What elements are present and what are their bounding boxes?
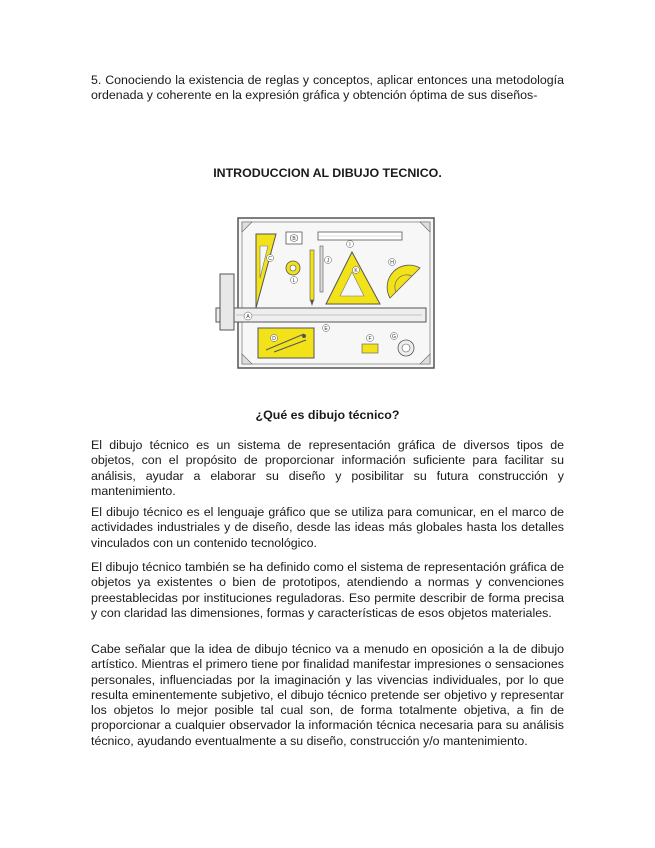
section-title: INTRODUCCION AL DIBUJO TECNICO. bbox=[213, 166, 442, 180]
pencil bbox=[310, 250, 314, 300]
compass-case bbox=[258, 328, 314, 358]
callout-d: D bbox=[272, 336, 276, 342]
question-heading: ¿Qué es dibujo técnico? bbox=[255, 408, 400, 422]
paragraph-representation: El dibujo técnico también se ha definido como el sistema de representación gráfica de objetos ya existentes o bien de prototipos, atendiendo a normas y convenciones preestablecidas por instituciones reguladoras. Eso permite describir de forma precisa y con claridad las dimensiones, formas y características de esos objetos materiales. bbox=[91, 560, 564, 620]
paragraph-artistic-contrast: Cabe señalar que la idea de dibujo técnico va a menudo en oposición a la de dibujo artístico. Mientras el primero tiene por finalidad manifestar impresiones o sensaciones personales, influenciadas por la imaginación y las vivencias individuales, por lo que resulta eminentemente subjetivo, el dibujo técnico pretende ser objetivo y representar los objetos lo mejor posible tal cual son, de forma totalmente objetiva, a fin de proporcionar a cualquier observador la información técnica necesaria para su análisis técnico, ayudando eventualmente a su diseño, construcción y/o mantenimiento. bbox=[91, 642, 564, 748]
callout-g: G bbox=[392, 334, 396, 340]
callout-b: B bbox=[292, 236, 296, 242]
callout-a: A bbox=[246, 314, 250, 320]
intro-paragraph: 5. Conociendo la existencia de reglas y conceptos, aplicar entonces una metodología ordenada y coherente en la expresión gráfica y obtención óptima de sus diseños- bbox=[91, 73, 564, 103]
callout-i: I bbox=[349, 242, 351, 248]
callout-j: J bbox=[326, 258, 330, 264]
drafting-tools-illustration bbox=[214, 212, 440, 372]
callout-f: F bbox=[368, 336, 372, 342]
callout-l: L bbox=[292, 278, 296, 284]
paragraph-language: El dibujo técnico es el lenguaje gráfico que se utiliza para comunicar, en el marco de actividades industriales y de diseño, desde las ideas más globales hasta los detalles vinculados con un contenido tecnológico. bbox=[91, 505, 564, 550]
callout-e: E bbox=[324, 326, 328, 332]
callout-h: H bbox=[390, 260, 394, 266]
paragraph-definition: El dibujo técnico es un sistema de representación gráfica de diversos tipos de objetos, con el propósito de proporcionar información suficiente para facilitar su análisis, ayudar a elaborar su diseño y posibilitar su futura construcción y mantenimiento. bbox=[91, 438, 564, 498]
callout-k: K bbox=[354, 268, 358, 274]
callout-c: C bbox=[268, 256, 272, 262]
